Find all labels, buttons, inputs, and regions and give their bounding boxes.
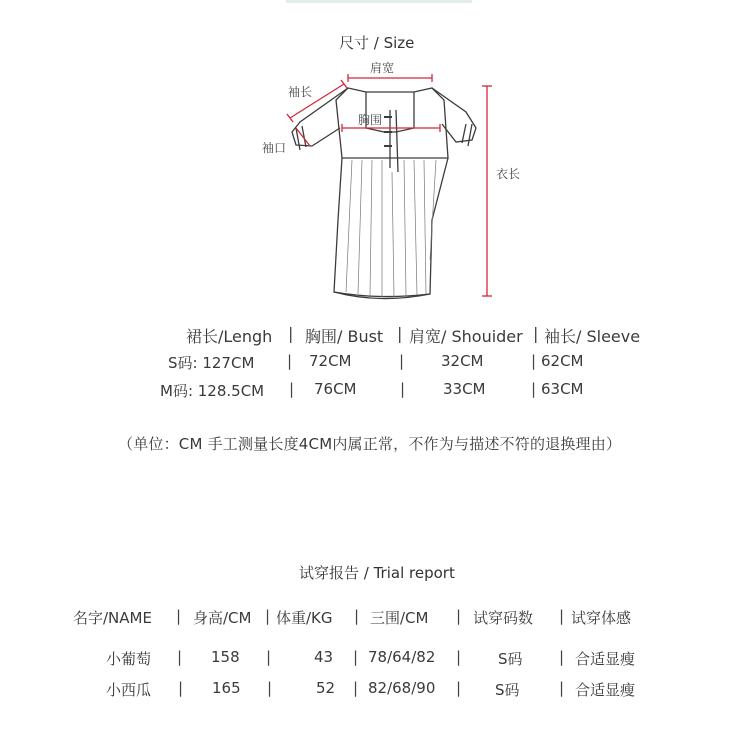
cell-sep: |: [399, 352, 405, 370]
right-sleeve: [432, 88, 476, 142]
cell-sep: |: [267, 679, 273, 697]
cell-height: 158: [211, 648, 240, 666]
cell-shoulder: 33CM: [443, 380, 486, 398]
cell-weight: 43: [314, 648, 334, 666]
cell-trial-size: S码: [498, 650, 523, 668]
right-cuff: [462, 124, 472, 146]
shoulder-label: 肩宽: [370, 61, 395, 75]
bust-label: 胸围: [358, 113, 383, 127]
cell-sep: |: [353, 648, 359, 666]
cell-sep: |: [353, 679, 359, 697]
cell-sep: |: [531, 352, 537, 370]
header-shoulder: 肩宽/ Shouider: [409, 327, 523, 346]
sleeve-label: 袖长: [288, 85, 313, 99]
header-sleeve: 袖长/ Sleeve: [544, 327, 641, 346]
size-title: 尺寸 / Size: [339, 34, 415, 52]
header-name: 名字/NAME: [73, 609, 152, 627]
cell-name: 小葡萄: [106, 650, 152, 668]
header-sep: |: [288, 324, 294, 343]
cell-measurements: 82/68/90: [368, 679, 436, 697]
header-length: 裙长/Lengh: [186, 327, 273, 346]
header-fit: 试穿体感: [571, 609, 632, 627]
header-measurements: 三围/CM: [370, 609, 429, 627]
header-sep: |: [456, 607, 462, 625]
cell-fit: 合适显瘦: [575, 650, 636, 668]
cell-sleeve: 62CM: [541, 352, 584, 370]
cell-bust: 76CM: [314, 380, 357, 398]
header-sep: |: [354, 607, 360, 625]
cell-sep: |: [177, 648, 183, 666]
header-sep: |: [397, 324, 403, 343]
placket: [390, 110, 398, 172]
header-sep: |: [533, 324, 539, 343]
header-sep: |: [559, 607, 565, 625]
cell-sleeve: 63CM: [541, 380, 584, 398]
header-height: 身高/CM: [193, 609, 252, 627]
cell-sep: |: [559, 648, 565, 666]
cell-bust: 72CM: [309, 352, 352, 370]
header-trial-size: 试穿码数: [473, 609, 534, 627]
cell-sep: |: [456, 679, 462, 697]
cell-trial-size: S码: [495, 681, 520, 699]
measurement-note: （单位：CM 手工测量长度4CM内属正常，不作为与描述不符的退换理由）: [118, 435, 622, 453]
length-label: 衣长: [496, 167, 521, 181]
header-bust: 胸围/ Bust: [305, 327, 384, 346]
cell-length: M码: 128.5CM: [160, 382, 265, 400]
cell-sep: |: [559, 679, 565, 697]
cell-sep: |: [287, 352, 293, 370]
cell-shoulder: 32CM: [441, 352, 484, 370]
cell-sep: |: [178, 679, 184, 697]
header-weight: 体重/KG: [276, 609, 333, 627]
dress-diagram: [0, 0, 750, 320]
header-sep: |: [265, 607, 271, 625]
cell-sep: |: [400, 380, 406, 398]
skirt-pleats: [346, 160, 436, 297]
cell-name: 小西瓜: [106, 681, 152, 699]
bodice-outline: [336, 88, 448, 158]
cell-sep: |: [456, 648, 462, 666]
frog-buttons: [384, 116, 392, 147]
cell-weight: 52: [316, 679, 336, 697]
trial-title: 试穿报告 / Trial report: [299, 564, 455, 582]
cell-height: 165: [212, 679, 241, 697]
cell-sep: |: [531, 380, 537, 398]
header-sep: |: [176, 607, 182, 625]
cell-measurements: 78/64/82: [368, 648, 436, 666]
cell-fit: 合适显瘦: [575, 681, 636, 699]
cuff-label: 袖口: [262, 141, 287, 155]
cell-length: S码: 127CM: [168, 354, 255, 372]
cell-sep: |: [266, 648, 272, 666]
cell-sep: |: [289, 380, 295, 398]
